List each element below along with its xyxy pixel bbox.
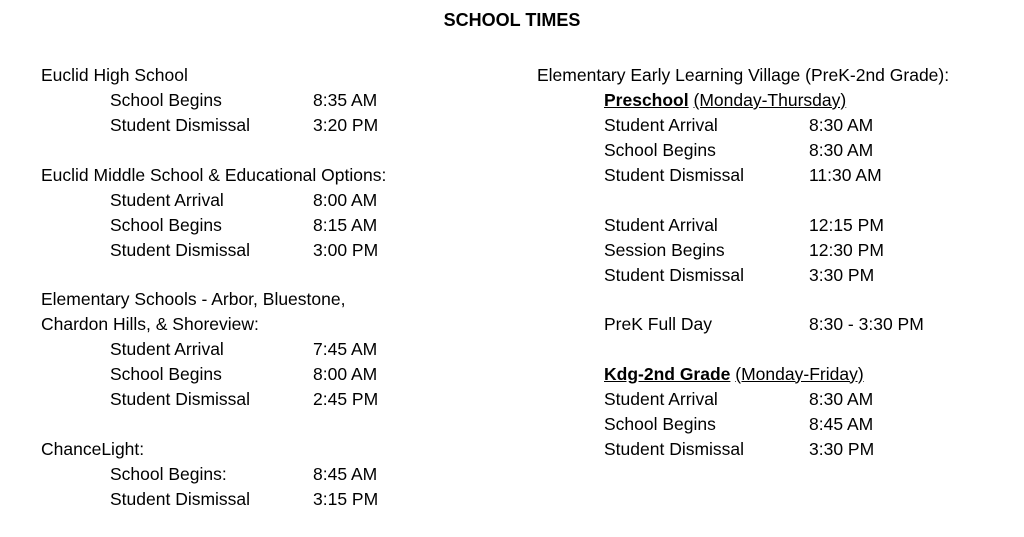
schedule-label: School Begins [110, 364, 222, 384]
schedule-time: 3:15 PM [313, 488, 379, 509]
schedule-time: 8:30 - 3:30 PM [809, 314, 924, 334]
schedule-row [41, 487, 511, 512]
schedule-time: 8:00 AM [313, 189, 378, 210]
schedule-time: 7:45 AM [313, 339, 378, 359]
schedule-label: School Begins [110, 214, 222, 235]
schedule-time: 3:30 PM [809, 438, 875, 459]
schedule-row [41, 387, 511, 412]
section-heading: Elementary Schools - Arbor, Bluestone, [41, 289, 346, 309]
schedule-label: Student Dismissal [110, 389, 251, 409]
schedule-label: Student Arrival [604, 214, 718, 235]
schedule-row [41, 238, 511, 263]
schedule-label: School Begins [110, 90, 222, 110]
schedule-row [537, 437, 1017, 462]
section-heading: ChanceLight: [41, 438, 145, 459]
schedule-time: 8:35 AM [313, 90, 378, 110]
schedule-row [41, 188, 511, 213]
section-heading-continued: Chardon Hills, & Shoreview: [41, 314, 259, 334]
schedule-label: Student Dismissal [110, 488, 251, 509]
schedule-row [537, 412, 1017, 437]
page-title: SCHOOL TIMES [443, 10, 581, 30]
schedule-time: 8:15 AM [313, 214, 378, 235]
schedule-time: 12:15 PM [809, 214, 884, 235]
schedule-row [41, 462, 511, 487]
schedule-time: 8:30 AM [809, 388, 874, 409]
schedule-time: 8:30 AM [809, 140, 874, 160]
kdg-subheading [537, 362, 1017, 387]
spacer [537, 288, 1017, 313]
schedule-row [41, 113, 511, 138]
schedule-row [537, 312, 1017, 337]
spacer [41, 263, 511, 288]
schedule-row [537, 163, 1017, 188]
schedule-label: Student Arrival [604, 388, 718, 409]
schedule-label: Session Begins [604, 239, 725, 260]
schedule-label: PreK Full Day [604, 314, 712, 334]
schedule-row [537, 113, 1017, 138]
schedule-label: School Begins: [110, 463, 227, 484]
spacer [537, 188, 1017, 213]
schedule-label: Student Dismissal [604, 438, 745, 459]
schedule-row [537, 213, 1017, 238]
section-heading: Euclid High School [41, 65, 188, 85]
schedule-time: 3:20 PM [313, 115, 379, 135]
preschool-days: (Monday-Thursday) [693, 90, 847, 110]
section-heading: Euclid Middle School & Educational Options: [41, 164, 387, 185]
schedule-time: 8:45 AM [313, 463, 378, 484]
schedule-time: 3:00 PM [313, 239, 379, 260]
right-column [537, 63, 1017, 462]
schedule-label: Student Dismissal [604, 165, 745, 185]
spacer [41, 412, 511, 437]
kdg-title: Kdg-2nd Grade [604, 363, 731, 384]
schedule-time: 11:30 AM [809, 165, 882, 185]
schedule-time: 3:30 PM [809, 264, 875, 285]
schedule-row [537, 138, 1017, 163]
schedule-row [41, 362, 511, 387]
schedule-time: 8:00 AM [313, 364, 378, 384]
spacer [537, 337, 1017, 362]
schedule-label: School Begins [604, 140, 716, 160]
schedule-time: 12:30 PM [809, 239, 884, 260]
schedule-row [537, 263, 1017, 288]
schedule-label: Student Dismissal [604, 264, 745, 285]
schedule-label: Student Arrival [110, 189, 224, 210]
spacer [41, 138, 511, 163]
schedule-label: Student Dismissal [110, 239, 251, 260]
kdg-days: (Monday-Friday) [735, 363, 864, 384]
preschool-subheading [537, 88, 1017, 113]
schedule-row [537, 387, 1017, 412]
schedule-label: School Begins [604, 413, 716, 434]
schedule-time: 8:30 AM [809, 115, 874, 135]
schedule-row [41, 337, 511, 362]
preschool-title: Preschool [604, 90, 689, 110]
schedule-label: Student Dismissal [110, 115, 251, 135]
schedule-time: 2:45 PM [313, 389, 379, 409]
left-column [41, 63, 511, 512]
schedule-row [537, 238, 1017, 263]
schedule-row [41, 213, 511, 238]
schedule-time: 8:45 AM [809, 413, 874, 434]
schedule-row [41, 88, 511, 113]
schedule-label: Student Arrival [110, 339, 224, 359]
section-heading: Elementary Early Learning Village (PreK-2nd Grade): [537, 65, 950, 85]
schedule-label: Student Arrival [604, 115, 718, 135]
